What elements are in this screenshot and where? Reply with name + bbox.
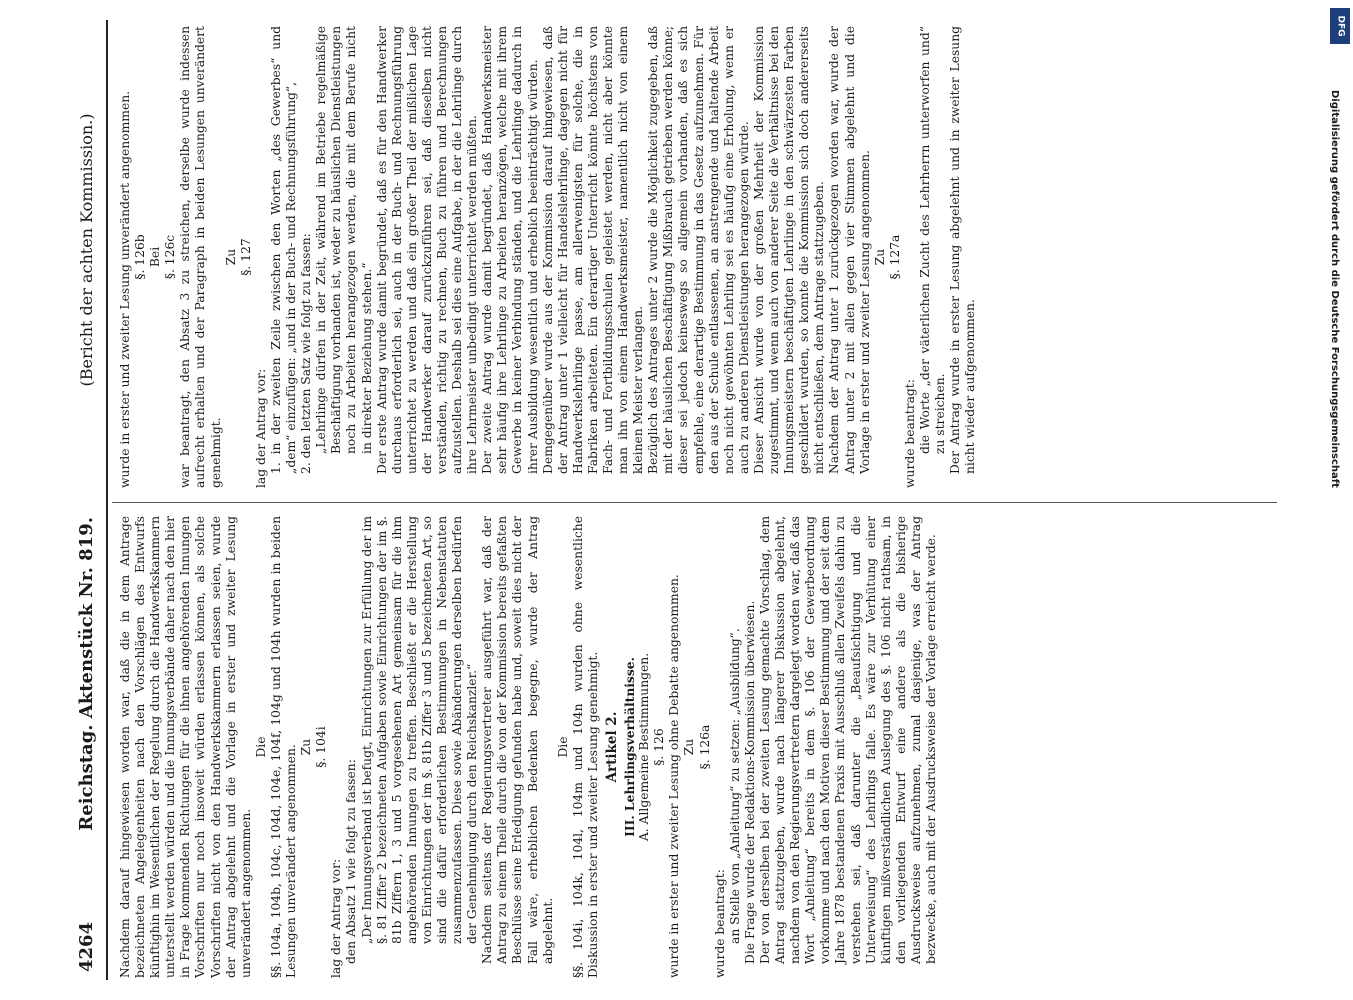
paragraph: Zu bbox=[299, 738, 314, 756]
paragraph: Bei bbox=[148, 246, 163, 268]
dfg-logo: DFG bbox=[1330, 8, 1350, 44]
paragraph: Nachdem der Antrag unter 1 zurückgezogen worden war, wurde der Antrag unter 2 mit allen gegen vier Stimmen abgelehnt und die Vorlage in erster und zweiter Lesung angenommen. bbox=[827, 26, 872, 474]
chapter-heading: III. Lehrlingsverhältnisse. bbox=[622, 657, 638, 837]
header-rule bbox=[106, 20, 108, 980]
paragraph: Nachdem seitens der Regierungsvertreter ausgeführt war, daß der Antrag zu einem Theile durch die von der Kommission bereits gefaßten Beschlüsse seine Erledigung gefunden habe und, soweit dies nicht der Fall wäre, erheblichen Bedenken begegne, wurde der Antrag abgelehnt. bbox=[480, 516, 555, 964]
paragraph: lag der Antrag vor: bbox=[253, 368, 268, 488]
quoted-proposal: die Worte „der väterlichen Zucht des Lehrherrn unterworfen und“ zu streichen. bbox=[917, 26, 948, 454]
paragraph: wurde beantragt: bbox=[712, 869, 727, 978]
paragraph: §§. 104i, 104k, 104l, 104m und 104n wurden ohne wesentliche Diskussion in erster und zweiter Lesung genehmigt. bbox=[570, 516, 600, 978]
paragraph: Die bbox=[555, 736, 570, 758]
paragraph: Zu bbox=[682, 738, 697, 756]
paragraph: wurde in erster und zweiter Lesung unverändert angenommen. bbox=[118, 90, 132, 488]
quoted-proposal: „Lehrlinge dürfen in der Zeit, während im Betriebe regelmäßige Beschäftigung vorhanden ist, weder zu häuslichen Dienstleistungen noch zu Arbeiten herangezogen werden, die mit dem Berufe nicht in direkter Beziehung stehen.“ bbox=[314, 26, 374, 454]
list-item: 1. in der zweiten Zeile zwischen den Worten „des Gewerbes“ und „dem“ einzufügen: „und in der Buch- und Rechnungsführung“, bbox=[268, 26, 299, 474]
quoted-proposal: an Stelle von „Anleitung“ zu setzen: „Ausbildung“. bbox=[727, 628, 742, 944]
paragraph: wurde in erster und zweiter Lesung ohne Debatte angenommen. bbox=[667, 574, 682, 978]
paragraph: Bezüglich des Antrages unter 2 wurde die Möglichkeit zugegeben, daß mit der häuslichen Beschäftigung Mißbrauch getrieben werden könne; dieser sei jedoch keineswegs so allgemein vorhanden, daß es sich empfehle, eine derartige Bestimmung in das Gesetz aufzunehmen. Für den aus der Schule entlassenen, an anstrengende und haltende Arbeit noch nicht gewöhnten Lehrling sei es häufig eine Erholung, wenn er auch zu anderen Dienstleistungen herangezogen würde. bbox=[646, 26, 751, 474]
paragraph: Der zweite Antrag wurde damit begründet, daß Handwerksmeister sehr häufig ihre Lehrlinge zu Arbeiten heranzögen, welche mit ihrem Gewerbe in keiner Verbindung ständen, und die Lehrlinge dadurch in ihrer Ausbildung wesentlich und erheblich beeinträchtigt würden. bbox=[480, 26, 540, 474]
paragraph: Dieser Ansicht wurde von der großen Mehrheit der Kommission zugestimmt, und wenn auch von anderer Seite die Verhältnisse bei den Innungsmeistern beschäftigten Lehrlinge in den schwärzesten Farben geschildert wurden, so konnte die Kommission sich doch andererseits nicht entschließen, dem Antrage stattzugeben. bbox=[751, 26, 827, 474]
section-heading: §. 126b bbox=[133, 234, 148, 280]
list-item: 2. den letzten Satz wie folgt zu fassen: bbox=[299, 233, 314, 474]
paragraph: lag der Antrag vor: bbox=[329, 858, 344, 978]
column-divider bbox=[112, 502, 1277, 503]
paragraph: Demgegenüber wurde aus der Kommission darauf hingewiesen, daß der Antrag unter 1 vielleicht für Handelslehrlinge, dagegen nicht für Handwerkslehrlinge passe, am allerwenigsten für solche, die in Fabriken arbeiteten. Ein derartiger Unterricht könnte höchstens von Fach- und Fortbildungsschulen geleistet werden, nicht aber könnte man ihn von einem Handwerksmeister, namentlich nicht von einem kleinen Meister verlangen. bbox=[540, 26, 646, 474]
page-header-right bbox=[66, 20, 106, 480]
section-heading: §. 126 bbox=[652, 728, 667, 766]
quoted-proposal: „Der Innungsverband ist befugt, Einrichtungen zur Erfüllung der im §. 81 Ziffer 2 bezeichneten Aufgaben sowie Einrichtungen der im §. 81b Ziffern 1, 3 und 5 vorgesehenen Art gemeinsam für die ihm angehörenden Innungen zu treffen. Beschließt er die Herstellung von Einrichtungen der im §. 81b Ziffer 3 und 5 bezeichneten Art, so sind die dafür erforderlichen Bestimmungen in Nebenstatuten zusammenzufassen. Diese sowie Abänderungen derselben bedürfen der Genehmigung durch den Reichskanzler.“ bbox=[359, 516, 480, 944]
section-heading: §. 126a bbox=[697, 724, 712, 770]
section-heading: §. 127a bbox=[887, 234, 902, 280]
article-heading: Artikel 2. bbox=[604, 711, 620, 783]
paragraph: war beantragt, den Absatz 3 zu streichen, derselbe wurde indessen aufrecht erhalten und der Paragraph in beiden Lesungen unverändert genehmigt. bbox=[178, 26, 223, 488]
report-title: (Bericht der achten Kommission.) bbox=[76, 113, 96, 387]
funding-notice: Digitalisierung gefördert durch die Deutsche Forschungsgemeinschaft bbox=[1329, 90, 1340, 488]
paragraph: wurde beantragt: bbox=[902, 379, 917, 488]
paragraph: Der von derselben bei der zweiten Lesung gemachte Vorschlag, dem Antrag stattzugeben, wurde nach längerer Diskussion abgelehnt, nachdem von den Regierungsvertretern dargelegt worden war, daß das Wort „Anleitung“ bereits in dem §. 106 der Gewerbeordnung vorkomme und nach den Motiven dieser Bestimmung und der seit dem Jahre 1878 bestandenen Praxis mit Ausschluß allen Zweifels dahin zu verstehen sei, daß darunter die „Beaufsichtigung und die Unterweisung“ des Lehrlings falle. Es wäre zur Verhütung einer künftigen mißverständlichen Auslegung des §. 106 nicht rathsam, in den vorliegenden Entwurf eine andere als die bisherige Ausdrucksweise aufzunehmen, zumal dasjenige, was der Antrag bezwecke, auch mit der Ausdrucksweise der Vorlage erreicht werde. bbox=[757, 516, 938, 964]
paragraph: Nachdem darauf hingewiesen worden war, daß die in dem Antrage bezeichneten Angelegenheiten nach den Vorschlägen des Entwurfs künftighin im Wesentlichen der Regelung durch die Handwerkskammern unterstellt werden würden und die Innungsverbände daher nach den hier in Frage kommenden Richtungen für die ihnen angehörenden Innungen Vorschriften nur noch insoweit würden erlassen können, als solche Vorschriften nicht von den Handwerkskammern erlassen seien, wurde der Antrag abgelehnt und die Vorlage in erster und zweiter Lesung unverändert angenommen. bbox=[118, 516, 253, 978]
paragraph: Zu bbox=[872, 248, 887, 266]
section-heading: §. 104i bbox=[314, 726, 329, 768]
paragraph: Die bbox=[253, 736, 268, 758]
page-title: Reichstag. Aktenstück Nr. 819. bbox=[75, 517, 97, 831]
section-heading: §. 126c bbox=[163, 234, 178, 280]
section-heading: §. 127 bbox=[238, 238, 253, 276]
paragraph: Der erste Antrag wurde damit begründet, daß es für den Handwerker durchaus erforderlich sei, auch in der Buch- und Rechnungsführung unterrichtet zu werden und daß ein großer Theil der mißlichen Lage der Handwerker darauf zurückzuführen sei, daß dieselben nicht verständen, richtig zu rechnen, Buch zu führen und Berechnungen aufzustellen. Deshalb sei dies eine Aufgabe, in der die Lehrlinge durch ihre Lehrmeister unbedingt unterrichtet werden müßten. bbox=[374, 26, 480, 474]
left-column bbox=[118, 516, 1278, 978]
subsection-heading: A. Allgemeine Bestimmungen. bbox=[637, 652, 652, 842]
paragraph: Zu bbox=[223, 248, 238, 266]
paragraph: den Absatz 1 wie folgt zu fassen: bbox=[344, 759, 359, 964]
page-header-left bbox=[66, 517, 106, 972]
paragraph: Die Frage wurde der Redaktions-Kommission überwiesen. bbox=[742, 600, 757, 964]
right-column bbox=[118, 26, 1278, 488]
paragraph: §§. 104a, 104b, 104c, 104d, 104e, 104f, 104g und 104h wurden in beiden Lesungen unverändert angenommen. bbox=[268, 516, 299, 978]
paragraph: Der Antrag wurde in erster Lesung abgelehnt und in zweiter Lesung nicht wieder aufgenommen. bbox=[948, 26, 978, 474]
side-label bbox=[1322, 90, 1350, 990]
page-number: 4264 bbox=[75, 921, 97, 972]
